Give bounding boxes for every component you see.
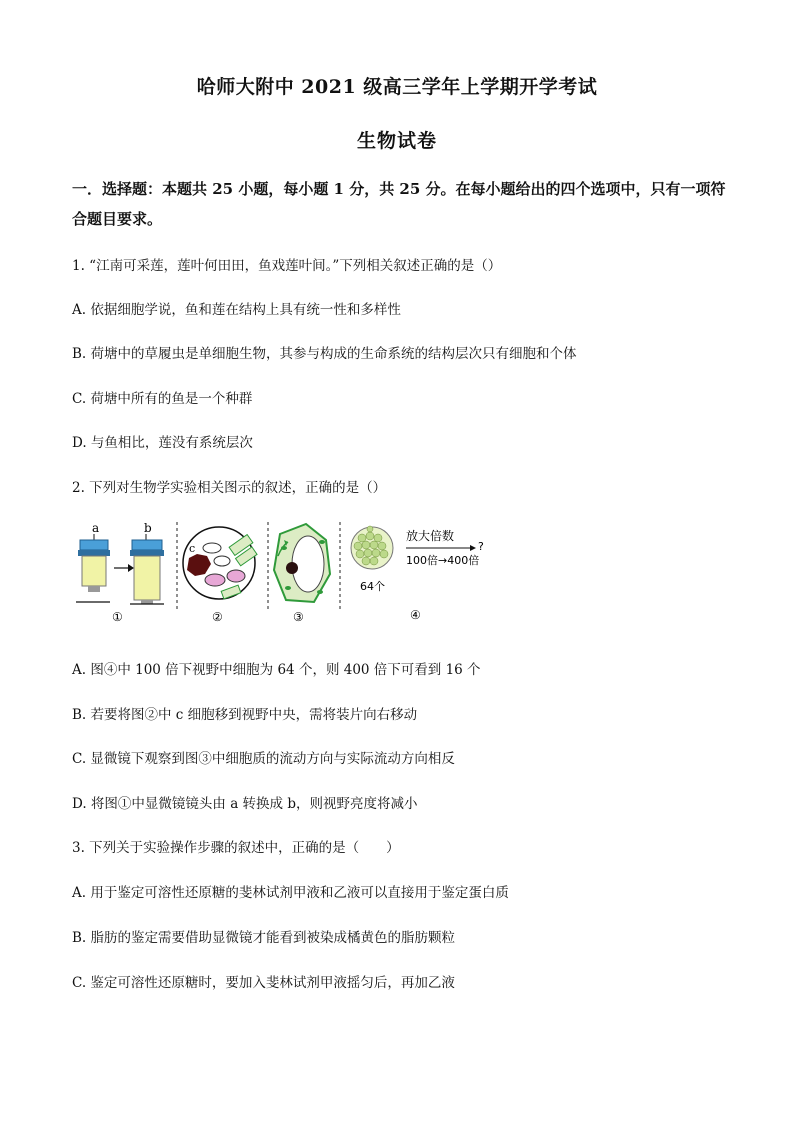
lens-a-label: a <box>92 521 100 535</box>
figure-4-label: ④ <box>410 608 421 622</box>
figure-1-label: ① <box>112 610 123 624</box>
lens-b-label: b <box>144 521 152 535</box>
question-3-option-a: A. 用于鉴定可溶性还原糖的斐林试剂甲液和乙液可以直接用于鉴定蛋白质 <box>72 885 509 901</box>
question-mark: ? <box>478 540 484 553</box>
page-subtitle: 生物试卷 <box>356 130 437 152</box>
question-1-option-b: B. 荷塘中的草履虫是单细胞生物，其参与构成的生命系统的结构层次只有细胞和个体 <box>72 346 577 362</box>
cell-c-label: c <box>189 542 196 555</box>
figure-2-field <box>183 527 257 624</box>
figure-4-magnification <box>351 526 484 622</box>
question-1-option-a: A. 依据细胞学说，鱼和莲在结构上具有统一性和多样性 <box>72 302 401 318</box>
question-1-option-c: C. 荷塘中所有的鱼是一个种群 <box>72 391 253 407</box>
figure-2-label: ② <box>212 610 223 624</box>
figure-1-lenses <box>76 521 164 624</box>
cell-count-label: 64个 <box>360 580 385 593</box>
question-2-stem: 2. 下列对生物学实验相关图示的叙述，正确的是（） <box>72 480 387 496</box>
microscope-figure <box>72 518 492 626</box>
question-3-option-c: C. 鉴定可溶性还原糖时，要加入斐林试剂甲液摇匀后，再加乙液 <box>72 975 455 991</box>
figure-3-label: ③ <box>293 610 304 624</box>
question-1-option-d: D. 与鱼相比，莲没有系统层次 <box>72 435 253 451</box>
question-2-option-a: A. 图④中 100 倍下视野中细胞为 64 个，则 400 倍下可看到 16 个 <box>72 662 481 678</box>
page-title: 哈师大附中 2021 级高三学年上学期开学考试 <box>196 76 598 98</box>
magnify-range: 100倍→400倍 <box>406 554 480 567</box>
section-heading: 一．选择题：本题共 25 小题，每小题 1 分，共 25 分。在每小题给出的四个选项中，只有一项符合题目要求。 <box>72 180 726 228</box>
figure-3-plant-cell <box>274 524 330 624</box>
question-2-option-c: C. 显微镜下观察到图③中细胞质的流动方向与实际流动方向相反 <box>72 751 455 767</box>
question-3-option-b: B. 脂肪的鉴定需要借助显微镜才能看到被染成橘黄色的脂肪颗粒 <box>72 930 456 946</box>
magnify-label: 放大倍数 <box>406 529 455 543</box>
question-3-stem: 3. 下列关于实验操作步骤的叙述中，正确的是（ ） <box>72 840 400 856</box>
question-1-stem: 1. “江南可采莲，莲叶何田田，鱼戏莲叶间。”下列相关叙述正确的是（） <box>72 258 502 274</box>
question-2-option-b: B. 若要将图②中 c 细胞移到视野中央，需将装片向右移动 <box>72 707 418 723</box>
question-2-option-d: D. 将图①中显微镜镜头由 a 转换成 b，则视野亮度将减小 <box>72 796 418 812</box>
